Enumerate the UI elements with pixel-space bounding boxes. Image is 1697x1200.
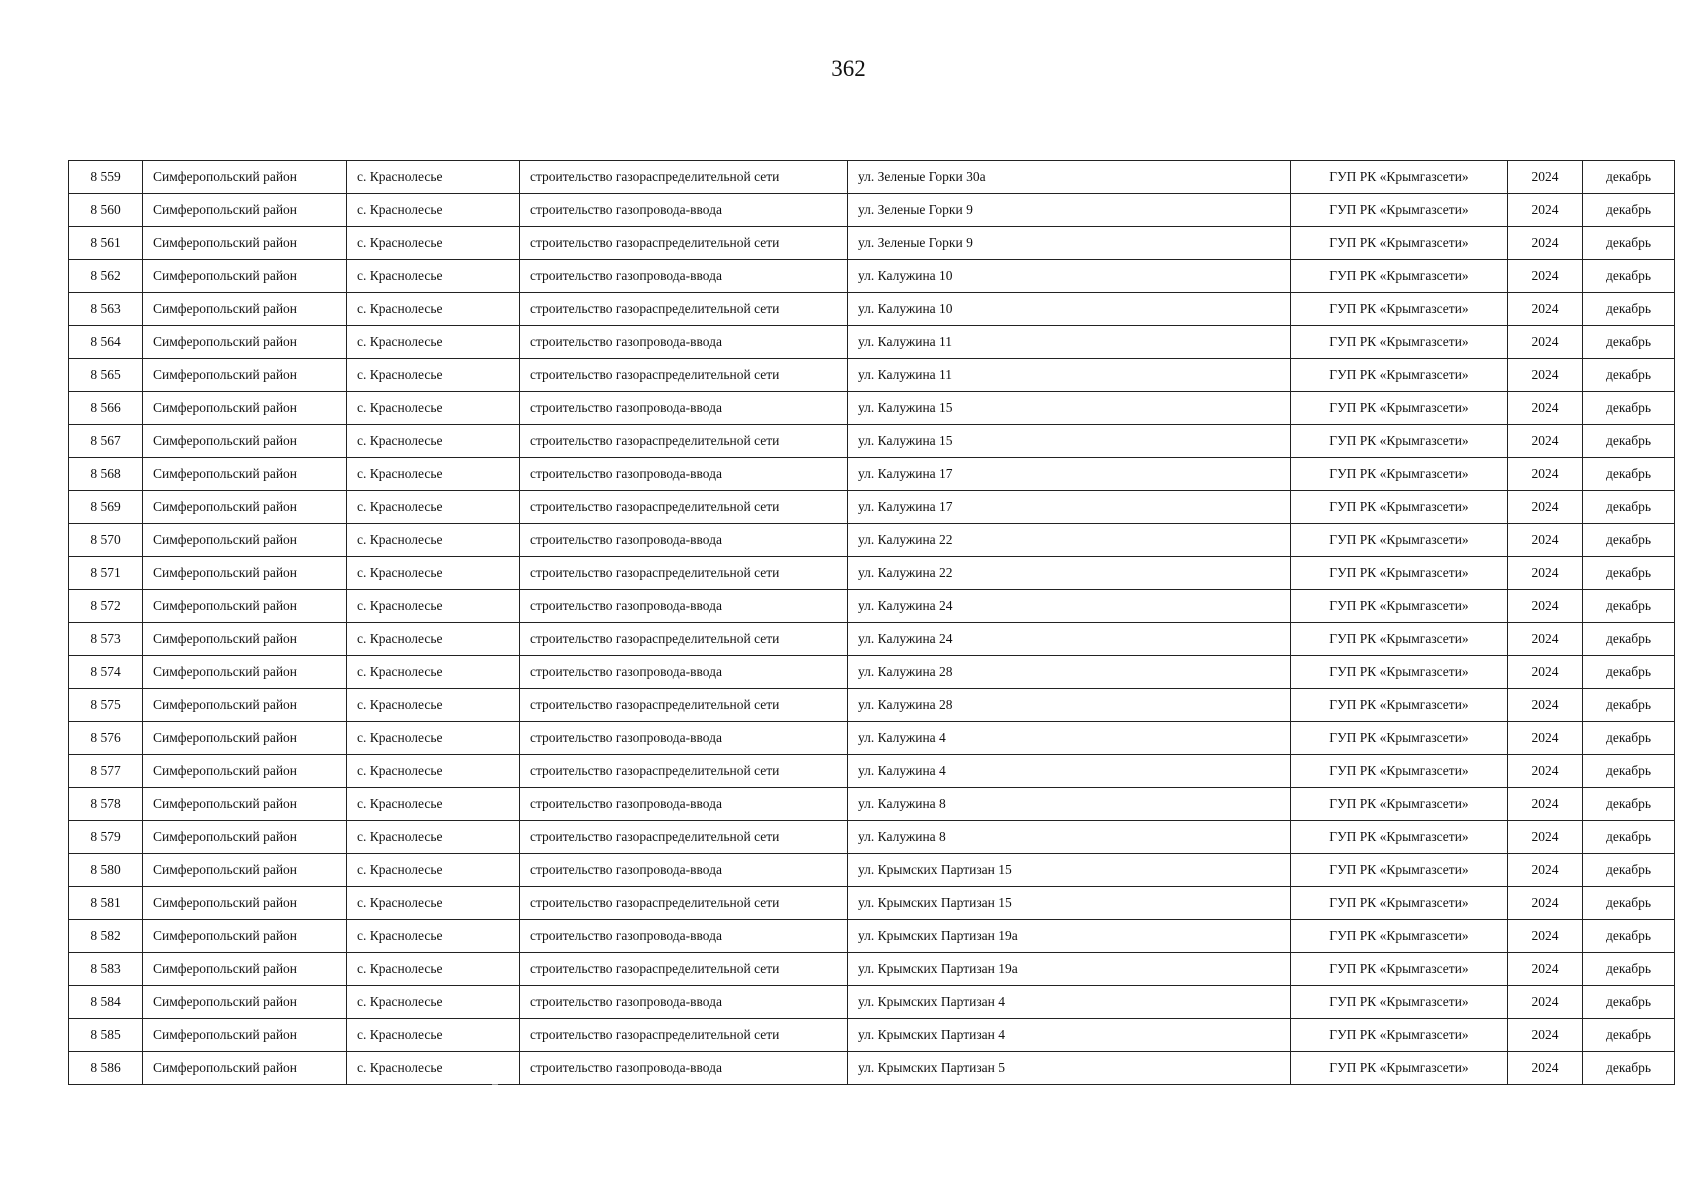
organization-cell: ГУП РК «Крымгазсети»	[1291, 392, 1508, 425]
table-row	[69, 854, 1675, 887]
row-number: 8 573	[69, 623, 143, 656]
row-number: 8 565	[69, 359, 143, 392]
address-cell: ул. Калужина 24	[848, 590, 1291, 623]
table-row	[69, 788, 1675, 821]
row-number: 8 559	[69, 161, 143, 194]
settlement-cell: с. Краснолесье	[347, 920, 520, 953]
organization-cell: ГУП РК «Крымгазсети»	[1291, 161, 1508, 194]
organization-cell: ГУП РК «Крымгазсети»	[1291, 1052, 1508, 1085]
address-cell: ул. Калужина 4	[848, 755, 1291, 788]
year-cell: 2024	[1508, 425, 1583, 458]
address-cell: ул. Калужина 28	[848, 689, 1291, 722]
organization-cell: ГУП РК «Крымгазсети»	[1291, 425, 1508, 458]
settlement-cell: с. Краснолесье	[347, 425, 520, 458]
address-cell: ул. Калужина 17	[848, 458, 1291, 491]
year-cell: 2024	[1508, 854, 1583, 887]
settlement-cell: с. Краснолесье	[347, 689, 520, 722]
table-row	[69, 722, 1675, 755]
table-row	[69, 326, 1675, 359]
district-cell: Симферопольский район	[143, 821, 347, 854]
organization-cell: ГУП РК «Крымгазсети»	[1291, 854, 1508, 887]
organization-cell: ГУП РК «Крымгазсети»	[1291, 260, 1508, 293]
address-cell: ул. Калужина 22	[848, 524, 1291, 557]
year-cell: 2024	[1508, 821, 1583, 854]
year-cell: 2024	[1508, 326, 1583, 359]
organization-cell: ГУП РК «Крымгазсети»	[1291, 920, 1508, 953]
month-cell: декабрь	[1583, 986, 1675, 1019]
organization-cell: ГУП РК «Крымгазсети»	[1291, 722, 1508, 755]
organization-cell: ГУП РК «Крымгазсети»	[1291, 788, 1508, 821]
district-cell: Симферопольский район	[143, 854, 347, 887]
work-type-cell: строительство газораспределительной сети	[520, 425, 848, 458]
organization-cell: ГУП РК «Крымгазсети»	[1291, 458, 1508, 491]
table-row	[69, 689, 1675, 722]
row-number: 8 578	[69, 788, 143, 821]
address-cell: ул. Калужина 10	[848, 260, 1291, 293]
row-number: 8 568	[69, 458, 143, 491]
work-type-cell: строительство газораспределительной сети	[520, 623, 848, 656]
table-row	[69, 293, 1675, 326]
table-row	[69, 359, 1675, 392]
month-cell: декабрь	[1583, 623, 1675, 656]
address-cell: ул. Калужина 22	[848, 557, 1291, 590]
year-cell: 2024	[1508, 722, 1583, 755]
work-type-cell: строительство газопровода-ввода	[520, 986, 848, 1019]
district-cell: Симферопольский район	[143, 953, 347, 986]
year-cell: 2024	[1508, 524, 1583, 557]
row-number: 8 564	[69, 326, 143, 359]
month-cell: декабрь	[1583, 293, 1675, 326]
table-row	[69, 1052, 1675, 1085]
year-cell: 2024	[1508, 1052, 1583, 1085]
settlement-cell: с. Краснолесье	[347, 986, 520, 1019]
address-cell: ул. Калужина 17	[848, 491, 1291, 524]
year-cell: 2024	[1508, 788, 1583, 821]
table-row	[69, 821, 1675, 854]
district-cell: Симферопольский район	[143, 590, 347, 623]
month-cell: декабрь	[1583, 788, 1675, 821]
row-number: 8 567	[69, 425, 143, 458]
year-cell: 2024	[1508, 260, 1583, 293]
month-cell: декабрь	[1583, 458, 1675, 491]
year-cell: 2024	[1508, 986, 1583, 1019]
address-cell: ул. Крымских Партизан 5	[848, 1052, 1291, 1085]
table-row	[69, 425, 1675, 458]
work-type-cell: строительство газораспределительной сети	[520, 689, 848, 722]
work-type-cell: строительство газораспределительной сети	[520, 755, 848, 788]
month-cell: декабрь	[1583, 392, 1675, 425]
district-cell: Симферопольский район	[143, 656, 347, 689]
month-cell: декабрь	[1583, 821, 1675, 854]
district-cell: Симферопольский район	[143, 788, 347, 821]
row-number: 8 560	[69, 194, 143, 227]
work-type-cell: строительство газораспределительной сети	[520, 821, 848, 854]
month-cell: декабрь	[1583, 524, 1675, 557]
settlement-cell: с. Краснолесье	[347, 359, 520, 392]
work-type-cell: строительство газопровода-ввода	[520, 458, 848, 491]
work-type-cell: строительство газопровода-ввода	[520, 392, 848, 425]
work-type-cell: строительство газораспределительной сети	[520, 953, 848, 986]
address-cell: ул. Зеленые Горки 30а	[848, 161, 1291, 194]
row-number: 8 563	[69, 293, 143, 326]
district-cell: Симферопольский район	[143, 986, 347, 1019]
district-cell: Симферопольский район	[143, 920, 347, 953]
address-cell: ул. Калужина 28	[848, 656, 1291, 689]
row-number: 8 569	[69, 491, 143, 524]
work-type-cell: строительство газораспределительной сети	[520, 293, 848, 326]
scan-artifact	[492, 1084, 498, 1085]
row-number: 8 582	[69, 920, 143, 953]
organization-cell: ГУП РК «Крымгазсети»	[1291, 656, 1508, 689]
work-type-cell: строительство газопровода-ввода	[520, 656, 848, 689]
settlement-cell: с. Краснолесье	[347, 887, 520, 920]
row-number: 8 579	[69, 821, 143, 854]
district-cell: Симферопольский район	[143, 194, 347, 227]
work-type-cell: строительство газопровода-ввода	[520, 194, 848, 227]
month-cell: декабрь	[1583, 656, 1675, 689]
month-cell: декабрь	[1583, 161, 1675, 194]
table-row	[69, 1019, 1675, 1052]
settlement-cell: с. Краснолесье	[347, 755, 520, 788]
address-cell: ул. Калужина 24	[848, 623, 1291, 656]
district-cell: Симферопольский район	[143, 524, 347, 557]
work-type-cell: строительство газопровода-ввода	[520, 722, 848, 755]
settlement-cell: с. Краснолесье	[347, 1019, 520, 1052]
month-cell: декабрь	[1583, 491, 1675, 524]
register-body	[69, 161, 1675, 1085]
district-cell: Симферопольский район	[143, 689, 347, 722]
work-type-cell: строительство газопровода-ввода	[520, 854, 848, 887]
organization-cell: ГУП РК «Крымгазсети»	[1291, 524, 1508, 557]
settlement-cell: с. Краснолесье	[347, 722, 520, 755]
address-cell: ул. Крымских Партизан 4	[848, 1019, 1291, 1052]
district-cell: Симферопольский район	[143, 755, 347, 788]
table-row	[69, 623, 1675, 656]
table-row	[69, 524, 1675, 557]
district-cell: Симферопольский район	[143, 557, 347, 590]
district-cell: Симферопольский район	[143, 458, 347, 491]
district-cell: Симферопольский район	[143, 425, 347, 458]
row-number: 8 584	[69, 986, 143, 1019]
year-cell: 2024	[1508, 557, 1583, 590]
month-cell: декабрь	[1583, 227, 1675, 260]
address-cell: ул. Калужина 15	[848, 425, 1291, 458]
work-type-cell: строительство газораспределительной сети	[520, 359, 848, 392]
address-cell: ул. Калужина 11	[848, 359, 1291, 392]
row-number: 8 585	[69, 1019, 143, 1052]
row-number: 8 574	[69, 656, 143, 689]
month-cell: декабрь	[1583, 359, 1675, 392]
row-number: 8 570	[69, 524, 143, 557]
address-cell: ул. Калужина 8	[848, 788, 1291, 821]
work-type-cell: строительство газораспределительной сети	[520, 491, 848, 524]
organization-cell: ГУП РК «Крымгазсети»	[1291, 821, 1508, 854]
table-row	[69, 557, 1675, 590]
row-number: 8 571	[69, 557, 143, 590]
work-type-cell: строительство газопровода-ввода	[520, 524, 848, 557]
month-cell: декабрь	[1583, 689, 1675, 722]
year-cell: 2024	[1508, 293, 1583, 326]
settlement-cell: с. Краснолесье	[347, 953, 520, 986]
month-cell: декабрь	[1583, 326, 1675, 359]
table-row	[69, 392, 1675, 425]
settlement-cell: с. Краснолесье	[347, 491, 520, 524]
district-cell: Симферопольский район	[143, 722, 347, 755]
year-cell: 2024	[1508, 887, 1583, 920]
table-row	[69, 491, 1675, 524]
work-type-cell: строительство газораспределительной сети	[520, 557, 848, 590]
row-number: 8 561	[69, 227, 143, 260]
work-type-cell: строительство газораспределительной сети	[520, 161, 848, 194]
year-cell: 2024	[1508, 227, 1583, 260]
year-cell: 2024	[1508, 392, 1583, 425]
organization-cell: ГУП РК «Крымгазсети»	[1291, 293, 1508, 326]
address-cell: ул. Крымских Партизан 19а	[848, 953, 1291, 986]
settlement-cell: с. Краснолесье	[347, 161, 520, 194]
month-cell: декабрь	[1583, 854, 1675, 887]
year-cell: 2024	[1508, 755, 1583, 788]
table-row	[69, 887, 1675, 920]
table-row	[69, 656, 1675, 689]
work-type-cell: строительство газопровода-ввода	[520, 1052, 848, 1085]
row-number: 8 581	[69, 887, 143, 920]
organization-cell: ГУП РК «Крымгазсети»	[1291, 326, 1508, 359]
work-type-cell: строительство газопровода-ввода	[520, 788, 848, 821]
organization-cell: ГУП РК «Крымгазсети»	[1291, 986, 1508, 1019]
settlement-cell: с. Краснолесье	[347, 821, 520, 854]
settlement-cell: с. Краснолесье	[347, 260, 520, 293]
address-cell: ул. Крымских Партизан 15	[848, 854, 1291, 887]
work-type-cell: строительство газораспределительной сети	[520, 227, 848, 260]
address-cell: ул. Зеленые Горки 9	[848, 227, 1291, 260]
row-number: 8 576	[69, 722, 143, 755]
table-row	[69, 953, 1675, 986]
year-cell: 2024	[1508, 194, 1583, 227]
district-cell: Симферопольский район	[143, 1052, 347, 1085]
year-cell: 2024	[1508, 359, 1583, 392]
year-cell: 2024	[1508, 689, 1583, 722]
register-table	[68, 160, 1675, 1085]
month-cell: декабрь	[1583, 953, 1675, 986]
district-cell: Симферопольский район	[143, 227, 347, 260]
work-type-cell: строительство газопровода-ввода	[520, 326, 848, 359]
year-cell: 2024	[1508, 491, 1583, 524]
table-row	[69, 161, 1675, 194]
address-cell: ул. Крымских Партизан 15	[848, 887, 1291, 920]
year-cell: 2024	[1508, 920, 1583, 953]
address-cell: ул. Зеленые Горки 9	[848, 194, 1291, 227]
district-cell: Симферопольский район	[143, 392, 347, 425]
settlement-cell: с. Краснолесье	[347, 656, 520, 689]
year-cell: 2024	[1508, 161, 1583, 194]
address-cell: ул. Крымских Партизан 4	[848, 986, 1291, 1019]
year-cell: 2024	[1508, 590, 1583, 623]
organization-cell: ГУП РК «Крымгазсети»	[1291, 689, 1508, 722]
month-cell: декабрь	[1583, 755, 1675, 788]
year-cell: 2024	[1508, 953, 1583, 986]
work-type-cell: строительство газораспределительной сети	[520, 887, 848, 920]
settlement-cell: с. Краснолесье	[347, 392, 520, 425]
settlement-cell: с. Краснолесье	[347, 227, 520, 260]
settlement-cell: с. Краснолесье	[347, 557, 520, 590]
row-number: 8 575	[69, 689, 143, 722]
organization-cell: ГУП РК «Крымгазсети»	[1291, 227, 1508, 260]
organization-cell: ГУП РК «Крымгазсети»	[1291, 887, 1508, 920]
month-cell: декабрь	[1583, 1019, 1675, 1052]
row-number: 8 586	[69, 1052, 143, 1085]
organization-cell: ГУП РК «Крымгазсети»	[1291, 194, 1508, 227]
table-row	[69, 920, 1675, 953]
month-cell: декабрь	[1583, 194, 1675, 227]
district-cell: Симферопольский район	[143, 1019, 347, 1052]
settlement-cell: с. Краснолесье	[347, 590, 520, 623]
organization-cell: ГУП РК «Крымгазсети»	[1291, 1019, 1508, 1052]
district-cell: Симферопольский район	[143, 491, 347, 524]
month-cell: декабрь	[1583, 920, 1675, 953]
table-row	[69, 986, 1675, 1019]
address-cell: ул. Калужина 11	[848, 326, 1291, 359]
year-cell: 2024	[1508, 623, 1583, 656]
row-number: 8 577	[69, 755, 143, 788]
month-cell: декабрь	[1583, 722, 1675, 755]
work-type-cell: строительство газопровода-ввода	[520, 590, 848, 623]
settlement-cell: с. Краснолесье	[347, 524, 520, 557]
settlement-cell: с. Краснолесье	[347, 326, 520, 359]
month-cell: декабрь	[1583, 590, 1675, 623]
district-cell: Симферопольский район	[143, 260, 347, 293]
organization-cell: ГУП РК «Крымгазсети»	[1291, 953, 1508, 986]
address-cell: ул. Крымских Партизан 19а	[848, 920, 1291, 953]
page-number: 362	[831, 56, 866, 81]
organization-cell: ГУП РК «Крымгазсети»	[1291, 359, 1508, 392]
settlement-cell: с. Краснолесье	[347, 194, 520, 227]
settlement-cell: с. Краснолесье	[347, 458, 520, 491]
row-number: 8 580	[69, 854, 143, 887]
row-number: 8 562	[69, 260, 143, 293]
table-row	[69, 260, 1675, 293]
organization-cell: ГУП РК «Крымгазсети»	[1291, 557, 1508, 590]
work-type-cell: строительство газопровода-ввода	[520, 260, 848, 293]
month-cell: декабрь	[1583, 887, 1675, 920]
year-cell: 2024	[1508, 458, 1583, 491]
table-row	[69, 755, 1675, 788]
address-cell: ул. Калужина 15	[848, 392, 1291, 425]
month-cell: декабрь	[1583, 557, 1675, 590]
year-cell: 2024	[1508, 656, 1583, 689]
address-cell: ул. Калужина 8	[848, 821, 1291, 854]
organization-cell: ГУП РК «Крымгазсети»	[1291, 590, 1508, 623]
table-row	[69, 458, 1675, 491]
organization-cell: ГУП РК «Крымгазсети»	[1291, 491, 1508, 524]
settlement-cell: с. Краснолесье	[347, 788, 520, 821]
district-cell: Симферопольский район	[143, 161, 347, 194]
district-cell: Симферопольский район	[143, 359, 347, 392]
district-cell: Симферопольский район	[143, 293, 347, 326]
work-type-cell: строительство газопровода-ввода	[520, 920, 848, 953]
year-cell: 2024	[1508, 1019, 1583, 1052]
settlement-cell: с. Краснолесье	[347, 623, 520, 656]
table-row	[69, 194, 1675, 227]
settlement-cell: с. Краснолесье	[347, 854, 520, 887]
work-type-cell: строительство газораспределительной сети	[520, 1019, 848, 1052]
month-cell: декабрь	[1583, 425, 1675, 458]
district-cell: Симферопольский район	[143, 887, 347, 920]
address-cell: ул. Калужина 4	[848, 722, 1291, 755]
row-number: 8 572	[69, 590, 143, 623]
settlement-cell: с. Краснолесье	[347, 1052, 520, 1085]
row-number: 8 566	[69, 392, 143, 425]
table-row	[69, 227, 1675, 260]
address-cell: ул. Калужина 10	[848, 293, 1291, 326]
organization-cell: ГУП РК «Крымгазсети»	[1291, 755, 1508, 788]
table-row	[69, 590, 1675, 623]
district-cell: Симферопольский район	[143, 623, 347, 656]
settlement-cell: с. Краснолесье	[347, 293, 520, 326]
month-cell: декабрь	[1583, 1052, 1675, 1085]
row-number: 8 583	[69, 953, 143, 986]
organization-cell: ГУП РК «Крымгазсети»	[1291, 623, 1508, 656]
district-cell: Симферопольский район	[143, 326, 347, 359]
month-cell: декабрь	[1583, 260, 1675, 293]
